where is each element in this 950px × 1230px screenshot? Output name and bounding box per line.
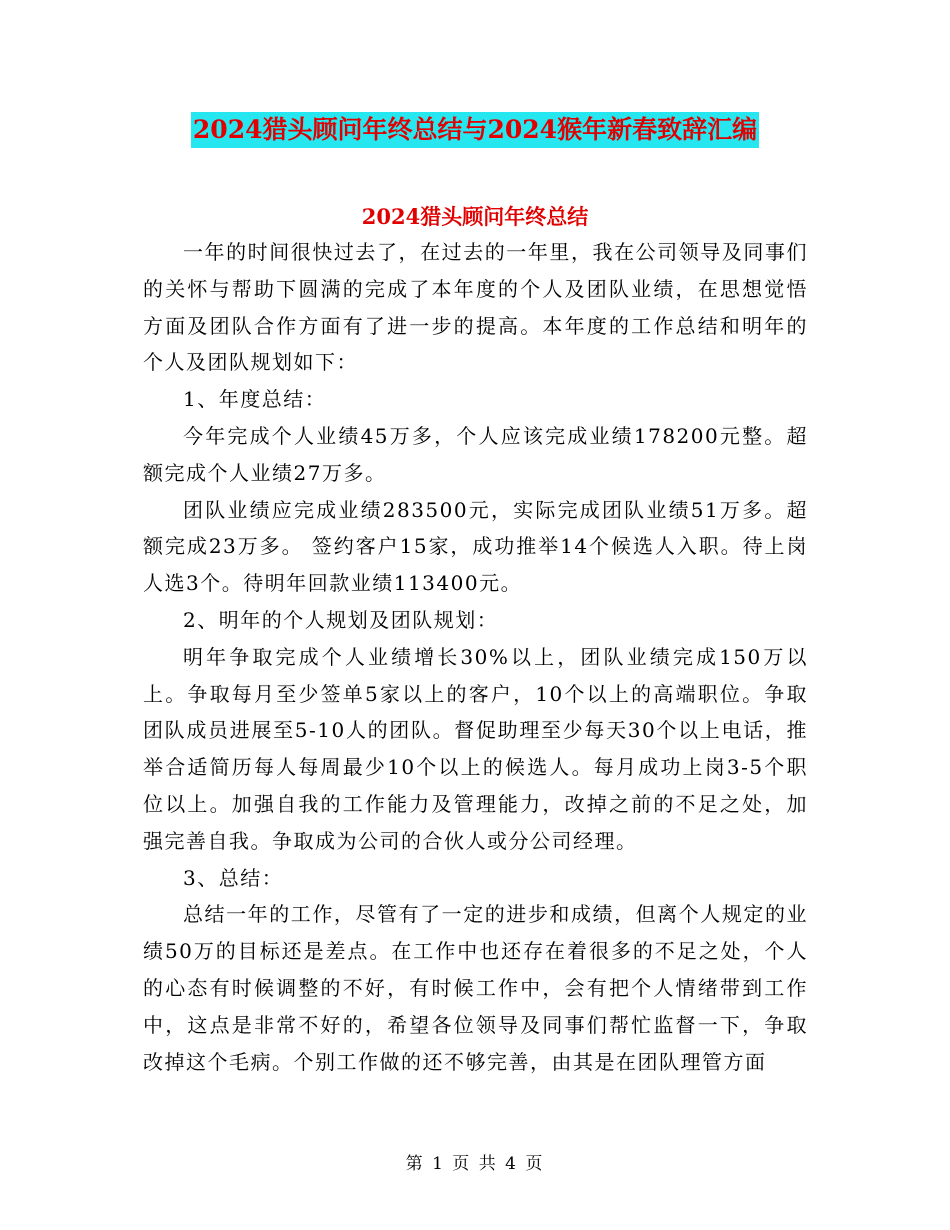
paragraph-intro: 一年的时间很快过去了，在过去的一年里，我在公司领导及同事们的关怀与帮助下圆满的完成了本年度的个人及团队业绩，在思想觉悟方面及团队合作方面有了进一步的提高。本年度的工作总结和明年的个人及团队规划如下： xyxy=(143,240,808,375)
section-title: 2024猎头顾问年终总结 xyxy=(361,204,589,229)
paragraph-summary: 总结一年的工作，尽管有了一定的进步和成绩，但离个人规定的业绩50万的目标还是差点。在工作中也还存在着很多的不足之处，个人的心态有时候调整的不好，有时候工作中，会有把个人情绪带到工作中，这点是非常不好的，希望各位领导及同事们帮忙监督一下，争取改掉这个毛病。个别工作做的还不够完善，由其是在团队理管方面 xyxy=(143,902,808,1074)
paragraph-personal-performance: 今年完成个人业绩45万多，个人应该完成业绩178200元整。超额完成个人业绩27万多。 xyxy=(143,423,808,485)
main-title: 2024猎头顾问年终总结与2024猴年新春致辞汇编 xyxy=(191,112,759,148)
paragraph-next-year-plan: 明年争取完成个人业绩增长30%以上，团队业绩完成150万以上。争取每月至少签单5家以上的客户，10个以上的高端职位。争取团队成员进展至5-10人的团队。督促助理至少每天30个以上电话，推举合适简历每人每周最少10个以上的候选人。每月成功上岗3-5个职位以上。加强自我的工作能力及管理能力，改掉之前的不足之处，加强完善自我。争取成为公司的合伙人或分公司经理。 xyxy=(143,644,808,853)
heading-annual-summary: 1、年度总结： xyxy=(183,387,327,412)
page-footer: 第 1 页 共 4 页 xyxy=(405,1154,545,1174)
paragraph-team-performance: 团队业绩应完成业绩283500元，实际完成团队业绩51万多。超额完成23万多。 签约客户15家，成功推举14个候选人入职。待上岗人选3个。待明年回款业绩113400元。 xyxy=(143,497,808,596)
heading-summary: 3、总结： xyxy=(183,865,284,890)
heading-next-year-plan: 2、明年的个人规划及团队规划： xyxy=(183,607,499,632)
main-title-container xyxy=(0,112,950,148)
body-text xyxy=(143,234,808,1080)
